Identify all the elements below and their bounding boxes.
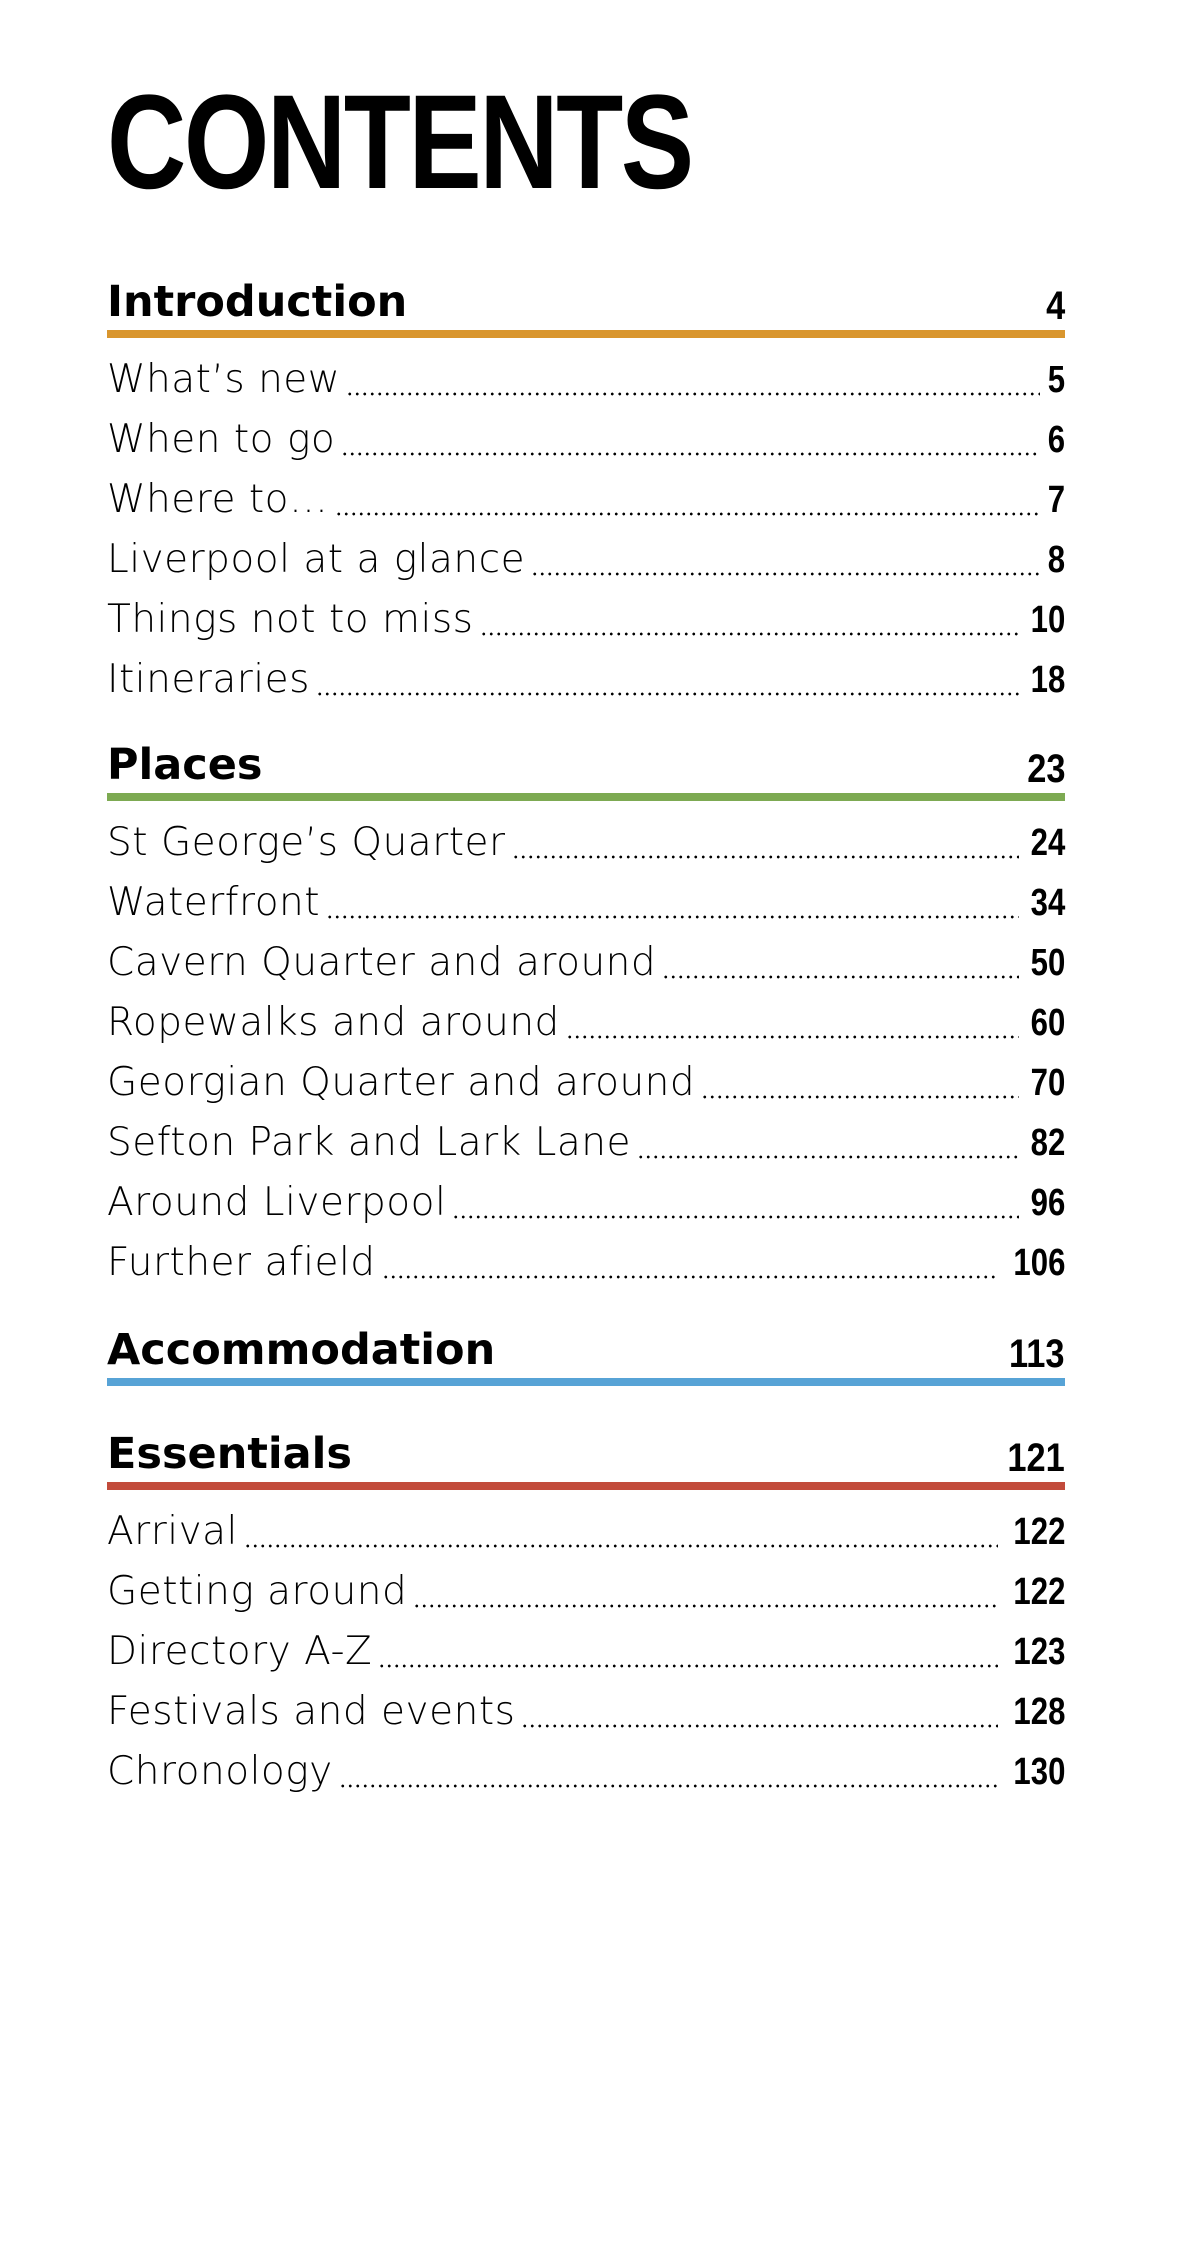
toc-entry-label: When to go bbox=[107, 417, 336, 462]
toc-entry[interactable] bbox=[107, 933, 1065, 993]
toc-entry[interactable] bbox=[107, 1622, 1065, 1682]
toc-entry-label: Festivals and events bbox=[107, 1689, 516, 1734]
toc-entry-page-number: 130 bbox=[1013, 1751, 1065, 1793]
toc-entry-label: Liverpool at a glance bbox=[107, 537, 526, 582]
toc-section-essentials bbox=[107, 1426, 1065, 1802]
dot-leader bbox=[326, 915, 1019, 919]
toc-entry[interactable] bbox=[107, 1562, 1065, 1622]
section-heading[interactable] bbox=[107, 737, 1065, 801]
toc-entry-page-number: 6 bbox=[1047, 419, 1065, 461]
toc-entry-page-number: 82 bbox=[1030, 1122, 1065, 1164]
dot-leader bbox=[413, 1604, 997, 1608]
dot-leader bbox=[244, 1544, 998, 1548]
dot-leader bbox=[521, 1724, 997, 1728]
section-title: Introduction bbox=[107, 277, 408, 327]
section-entries bbox=[107, 1502, 1065, 1802]
toc-entry[interactable] bbox=[107, 993, 1065, 1053]
section-title: Places bbox=[107, 740, 263, 790]
toc-entry-label: Further afield bbox=[107, 1240, 376, 1285]
toc-entry-label: St George’s Quarter bbox=[107, 820, 506, 865]
toc-entry[interactable] bbox=[107, 410, 1065, 470]
dot-leader bbox=[480, 632, 1019, 636]
dot-leader bbox=[452, 1215, 1018, 1219]
toc-entry-page-number: 7 bbox=[1047, 479, 1065, 521]
toc-entry-page-number: 96 bbox=[1030, 1182, 1065, 1224]
page-title: CONTENTS bbox=[107, 68, 692, 217]
toc-entry[interactable] bbox=[107, 1682, 1065, 1742]
toc-entry[interactable] bbox=[107, 1173, 1065, 1233]
toc-entry[interactable] bbox=[107, 1113, 1065, 1173]
toc-entry-label: Chronology bbox=[107, 1749, 333, 1794]
dot-leader bbox=[316, 692, 1019, 696]
toc-entry-page-number: 10 bbox=[1030, 599, 1065, 641]
toc-entry[interactable] bbox=[107, 813, 1065, 873]
toc-section-places bbox=[107, 737, 1065, 1293]
toc-entry-label: Getting around bbox=[107, 1569, 408, 1614]
dot-leader bbox=[566, 1035, 1019, 1039]
toc-entry-page-number: 122 bbox=[1013, 1511, 1065, 1553]
toc-entry-page-number: 8 bbox=[1047, 539, 1065, 581]
dot-leader bbox=[339, 1784, 998, 1788]
toc-entry[interactable] bbox=[107, 650, 1065, 710]
dot-leader bbox=[531, 572, 1040, 576]
toc-entry[interactable] bbox=[107, 1053, 1065, 1113]
section-page-number: 121 bbox=[1007, 1436, 1065, 1480]
section-page-number: 4 bbox=[1045, 284, 1065, 328]
toc-entry[interactable] bbox=[107, 470, 1065, 530]
toc-entry-page-number: 122 bbox=[1013, 1571, 1065, 1613]
toc-entry[interactable] bbox=[107, 350, 1065, 410]
section-entries bbox=[107, 813, 1065, 1293]
dot-leader bbox=[335, 512, 1040, 516]
section-heading[interactable] bbox=[107, 1426, 1065, 1490]
toc-entry-page-number: 123 bbox=[1013, 1631, 1065, 1673]
toc-entry-page-number: 50 bbox=[1030, 942, 1065, 984]
dot-leader bbox=[346, 392, 1040, 396]
section-heading[interactable] bbox=[107, 1322, 1065, 1386]
dot-leader bbox=[341, 452, 1040, 456]
toc-entry-page-number: 106 bbox=[1013, 1242, 1065, 1284]
toc-section-introduction bbox=[107, 274, 1065, 710]
toc-entry-page-number: 5 bbox=[1047, 359, 1065, 401]
dot-leader bbox=[662, 975, 1019, 979]
toc-entry-page-number: 18 bbox=[1030, 659, 1065, 701]
toc-entry[interactable] bbox=[107, 1233, 1065, 1293]
dot-leader bbox=[512, 855, 1019, 859]
dot-leader bbox=[701, 1095, 1019, 1099]
toc-entry-label: Directory A-Z bbox=[107, 1629, 373, 1674]
toc-entry-page-number: 24 bbox=[1030, 822, 1065, 864]
section-page-number: 113 bbox=[1009, 1332, 1065, 1376]
toc-entry[interactable] bbox=[107, 873, 1065, 933]
toc-entry-page-number: 70 bbox=[1030, 1062, 1065, 1104]
dot-leader bbox=[637, 1155, 1019, 1159]
toc-entry-label: Georgian Quarter and around bbox=[107, 1060, 696, 1105]
toc-entry-label: Waterfront bbox=[107, 880, 321, 925]
toc-entry-label: Arrival bbox=[107, 1509, 238, 1554]
dot-leader bbox=[378, 1664, 997, 1668]
toc-entry[interactable] bbox=[107, 1742, 1065, 1802]
toc-entry-label: Cavern Quarter and around bbox=[107, 940, 657, 985]
toc-entry-page-number: 128 bbox=[1013, 1691, 1065, 1733]
toc-entry-label: Ropewalks and around bbox=[107, 1000, 560, 1045]
toc-entry[interactable] bbox=[107, 530, 1065, 590]
section-entries bbox=[107, 350, 1065, 710]
toc-entry-label: Sefton Park and Lark Lane bbox=[107, 1120, 631, 1165]
toc-entry[interactable] bbox=[107, 1502, 1065, 1562]
toc-section-accommodation bbox=[107, 1322, 1065, 1386]
toc-entry-label: Around Liverpool bbox=[107, 1180, 447, 1225]
toc-entry-page-number: 60 bbox=[1030, 1002, 1065, 1044]
dot-leader bbox=[382, 1275, 998, 1279]
toc-entry-label: What’s new bbox=[107, 357, 341, 402]
toc-entry-label: Where to… bbox=[107, 477, 329, 522]
toc-entry-label: Itineraries bbox=[107, 657, 310, 702]
toc-entry[interactable] bbox=[107, 590, 1065, 650]
section-page-number: 23 bbox=[1026, 747, 1065, 791]
toc-entry-page-number: 34 bbox=[1030, 882, 1065, 924]
section-title: Accommodation bbox=[107, 1325, 496, 1375]
toc-entry-label: Things not to miss bbox=[107, 597, 474, 642]
section-heading[interactable] bbox=[107, 274, 1065, 338]
section-title: Essentials bbox=[107, 1429, 352, 1479]
